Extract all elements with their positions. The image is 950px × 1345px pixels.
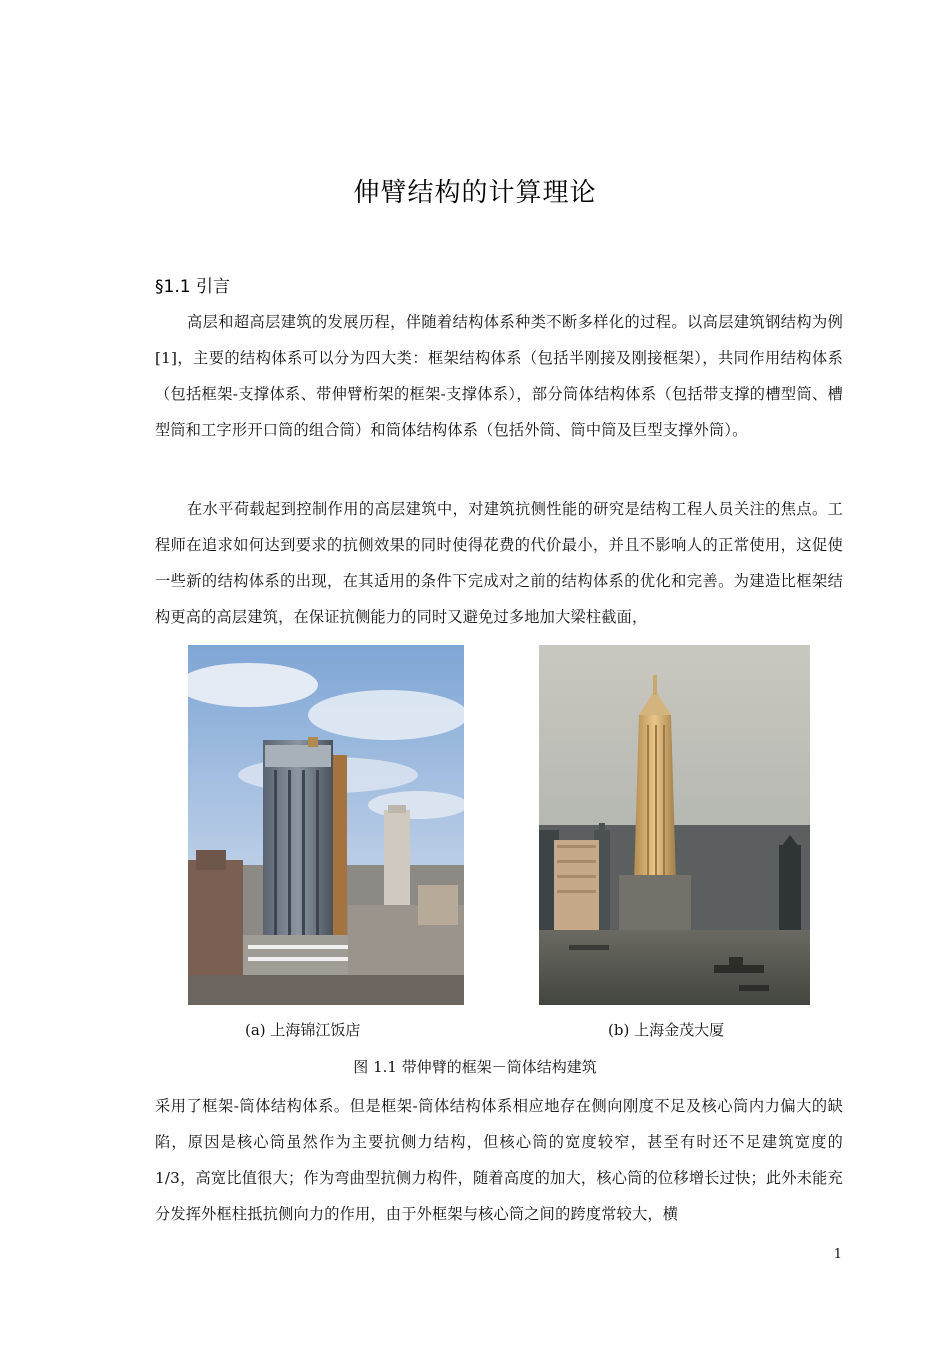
- caption-b: (b) 上海金茂大厦: [608, 1021, 725, 1039]
- page-title: 伸臂结构的计算理论: [353, 178, 597, 208]
- figure-title: 图 1.1 带伸臂的框架－筒体结构建筑: [353, 1058, 597, 1076]
- paragraph-3: 采用了框架-筒体结构体系。但是框架-筒体结构体系相应地存在侧向刚度不足及核心筒内力偏大的缺陷，原因是核心筒虽然作为主要抗侧力结构，但核心筒的宽度较窄，甚至有时还不足建筑宽度的 1/3，高宽比值很大；作为弯曲型抗侧力构件，随着高度的加大，核心筒的位移增长过快；此外未能充分发挥外框柱抵抗侧向力的作用，由于外框架与核心筒之间的跨度常较大，横: [155, 1097, 843, 1223]
- paragraph-1: 高层和超高层建筑的发展历程，伴随着结构体系种类不断多样化的过程。以高层建筑钢结构为例[1]，主要的结构体系可以分为四大类：框架结构体系（包括半刚接及刚接框架），共同作用结构体系（包括框架-支撑体系、带伸臂桁架的框架-支撑体系），部分筒体结构体系（包括带支撑的槽型筒、槽型筒和工字形开口筒的组合筒）和筒体结构体系（包括外筒、筒中筒及巨型支撑外筒）。: [155, 313, 843, 439]
- page-number: 1: [833, 1247, 842, 1262]
- paragraph-2: 在水平荷载起到控制作用的高层建筑中，对建筑抗侧性能的研究是结构工程人员关注的焦点。工程师在追求如何达到要求的抗侧效果的同时使得花费的代价最小，并且不影响人的正常使用，这促使一些新的结构体系的出现，在其适用的条件下完成对之前的结构体系的优化和完善。为建造比框架结构更高的高层建筑，在保证抗侧能力的同时又避免过多地加大梁柱截面，: [155, 500, 843, 626]
- figure-image-b: [539, 645, 810, 1005]
- section-heading: §1.1 引言: [155, 277, 230, 297]
- figure-image-a: [188, 645, 464, 1005]
- caption-a: (a) 上海锦江饭店: [245, 1021, 361, 1039]
